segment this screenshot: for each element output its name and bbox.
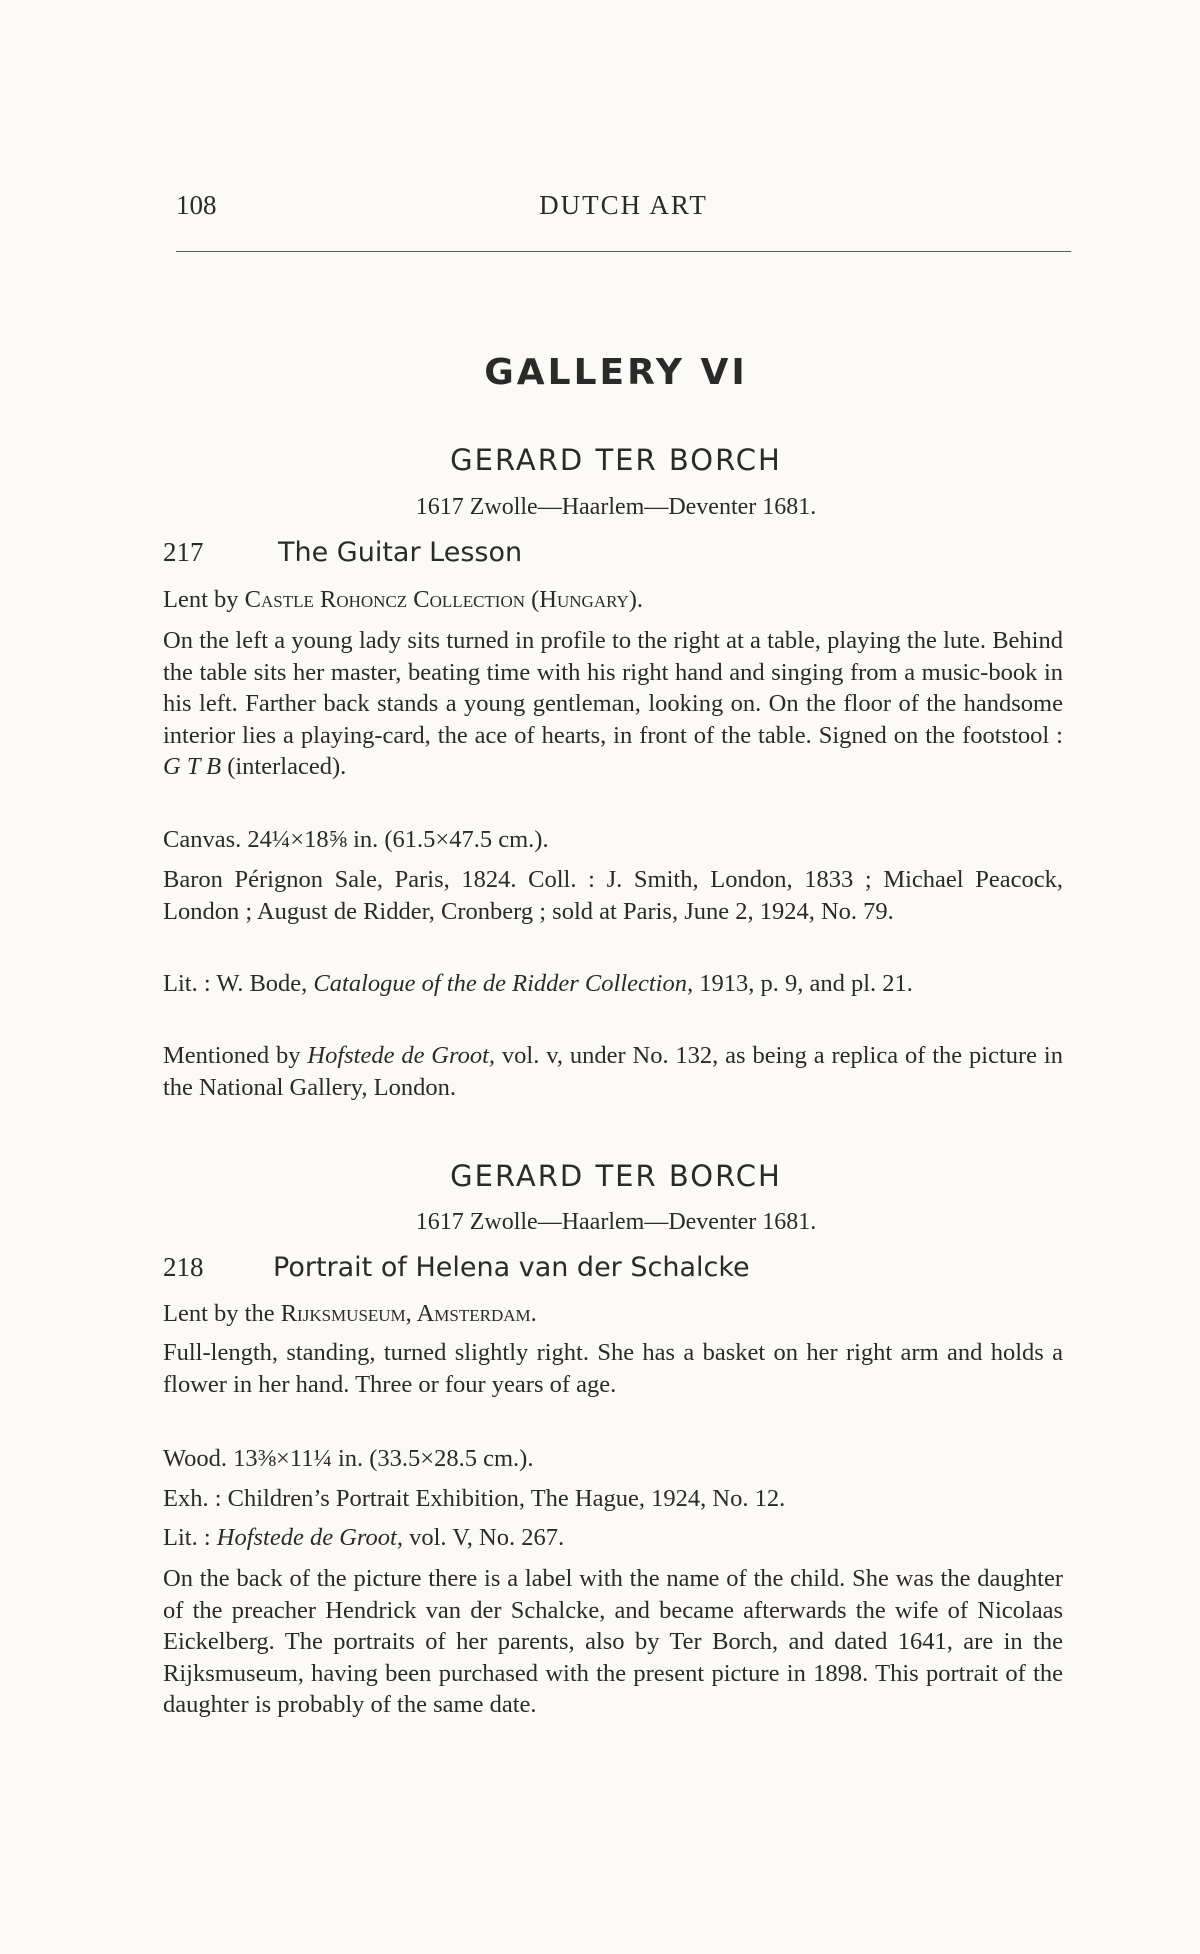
provenance-217: Baron Pérignon Sale, Paris, 1824. Coll. : J. Smith, London, 1833 ; Michael Peacock, London ; August de Ridder, Cronberg ; sold at Paris, June 2, 1924, No. 79.: [163, 866, 1063, 925]
entry-heading-217: [163, 537, 522, 568]
mention-suffix: vol. v, under No. 132, as being a replica of the picture in the National Gallery, London.: [163, 1042, 1063, 1101]
description-text: On the left a young lady sits turned in profile to the right at a table, playing the lute. Behind the table sits her master, beating time with his right hand and singing from a music-book in his left. Farther back stands a young gentleman, looking on. On the floor of the handsome interior lies a playing-card, the ace of hearts, in front of the table.: [163, 627, 1063, 749]
literature-218: [163, 1522, 1063, 1554]
artist-heading-217: GERARD TER BORCH: [450, 443, 782, 477]
signed-mark: G T B: [163, 753, 222, 780]
medium-218: Wood. 13⅜×11¼ in. (33.5×28.5 cm.).: [163, 1445, 534, 1472]
lent-prefix: Lent by the: [163, 1300, 281, 1327]
lent-by-218: [163, 1298, 1063, 1330]
signed-prefix: Signed on the footstool :: [818, 721, 1063, 749]
entry-heading-218: [163, 1252, 750, 1283]
lender: Castle Rohoncz Collection (Hungary).: [244, 586, 644, 613]
entry-number: 217: [163, 537, 204, 567]
artist-heading-218: GERARD TER BORCH: [450, 1159, 782, 1193]
note-218: On the back of the picture there is a label with the name of the child. She was the daughter of the preacher Hendrick van der Schalcke, and became afterwards the wife of Nicolaas Eickelberg. The portraits of her parents, also by Ter Borch, and dated 1641, are in the Rijksmuseum, having been purchased with the present picture in 1898. This portrait of the daughter is probably of the same date.: [163, 1565, 1063, 1718]
lent-prefix: Lent by: [163, 586, 245, 613]
artist-lifeline-217: 1617 Zwolle—Haarlem—Deventer 1681.: [415, 494, 817, 520]
signed-suffix: (interlaced).: [221, 753, 347, 780]
mention-217: [163, 1040, 1063, 1103]
running-head: [176, 190, 1071, 230]
page-number: 108: [176, 190, 217, 220]
header-rule: [176, 251, 1071, 252]
lit-prefix: Lit. :: [163, 1524, 217, 1551]
entry-title: The Guitar Lesson: [278, 537, 523, 568]
description-217: [163, 625, 1063, 783]
lit-suffix: vol. V, No. 267.: [402, 1524, 565, 1551]
entry-number: 218: [163, 1252, 204, 1282]
lit-prefix: Lit. : W. Bode,: [163, 970, 314, 997]
lit-suffix: 1913, p. 9, and pl. 21.: [693, 970, 913, 997]
lender: Rijksmuseum, Amsterdam.: [280, 1300, 537, 1327]
medium-217: Canvas. 24¼×18⅝ in. (61.5×47.5 cm.).: [163, 826, 549, 853]
gallery-title: GALLERY VI: [484, 352, 748, 393]
mention-author: Hofstede de Groot,: [307, 1042, 496, 1069]
literature-217: [163, 968, 1063, 1000]
exhibition-218: Exh. : Children’s Portrait Exhibition, The Hague, 1924, No. 12.: [163, 1485, 786, 1512]
entry-title: Portrait of Helena van der Schalcke: [273, 1252, 750, 1283]
lit-author: Hofstede de Groot,: [216, 1524, 403, 1551]
lit-title: Catalogue of the de Ridder Collection,: [313, 970, 694, 997]
description-218: Full-length, standing, turned slightly right. She has a basket on her right arm and holds a flower in her hand. Three or four years of age.: [163, 1339, 1063, 1398]
lent-by-217: [163, 584, 1063, 616]
running-title: DUTCH ART: [539, 190, 708, 220]
mention-prefix: Mentioned by: [163, 1042, 308, 1069]
artist-lifeline-218: 1617 Zwolle—Haarlem—Deventer 1681.: [415, 1209, 817, 1235]
